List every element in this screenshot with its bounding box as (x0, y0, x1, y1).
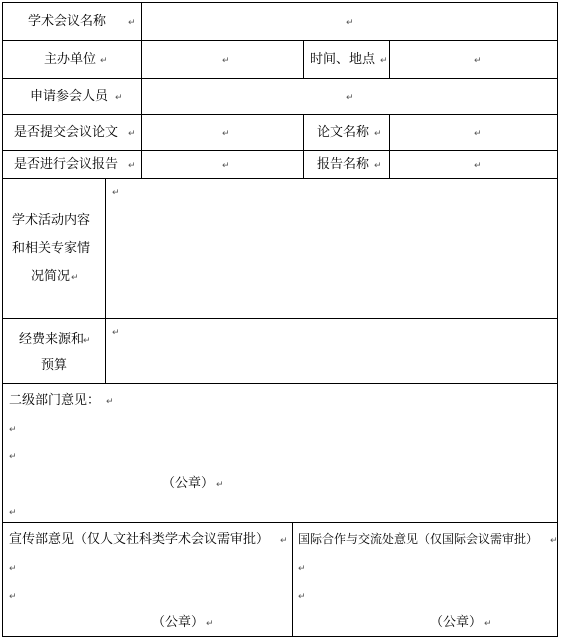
activity-label-line1: 学术活动内容 (12, 213, 91, 228)
report-title-field[interactable]: ↵ (474, 161, 482, 171)
paragraph-mark: ↵ (128, 129, 136, 139)
rule (105, 178, 106, 383)
organizer-label: 主办单位 (44, 52, 97, 67)
publicity-opinion-field[interactable]: ↵ (9, 564, 17, 574)
paper-title-label: 论文名称 (317, 125, 370, 140)
funding-label-line1: 经费来源和 (19, 332, 85, 347)
paragraph-mark: ↵ (374, 161, 382, 171)
activity-label-line3: 况简况 (31, 269, 71, 284)
intl-opinion-label: 国际合作与交流处意见（仅国际会议需审批） (298, 532, 539, 546)
rule (2, 150, 558, 151)
attendees-label: 申请参会人员 (30, 89, 109, 104)
paragraph-mark: ↵ (83, 336, 91, 346)
paragraph-mark: ↵ (298, 592, 306, 602)
paragraph-mark: ↵ (115, 93, 123, 103)
rule (292, 522, 293, 637)
intl-opinion-field[interactable]: ↵ (298, 564, 306, 574)
rule (2, 178, 558, 179)
paragraph-mark: ↵ (380, 56, 388, 66)
time-place-label: 时间、地点 (310, 52, 376, 67)
rule (303, 114, 304, 178)
submit-paper-label: 是否提交会议论文 (14, 125, 119, 140)
funding-field[interactable]: ↵ (112, 328, 120, 338)
rule (2, 522, 558, 523)
paper-title-field[interactable]: ↵ (474, 129, 482, 139)
paragraph-mark: ↵ (128, 18, 136, 28)
paragraph-mark: ↵ (280, 536, 288, 546)
paragraph-mark: ↵ (216, 480, 224, 490)
activity-label-line2: 和相关专家情 (12, 241, 91, 256)
paragraph-mark: ↵ (9, 508, 17, 518)
rule (2, 78, 558, 79)
dept-opinion-field[interactable]: ↵ (9, 425, 17, 435)
paragraph-mark: ↵ (128, 161, 136, 171)
submit-paper-field[interactable]: ↵ (222, 129, 230, 139)
meeting-name-label: 学术会议名称 (28, 14, 107, 29)
organizer-field[interactable]: ↵ (222, 56, 230, 66)
paragraph-mark: ↵ (100, 56, 108, 66)
report-field[interactable]: ↵ (222, 161, 230, 171)
rule (2, 2, 558, 3)
rule (141, 2, 142, 178)
rule (2, 383, 558, 384)
dept-seal-label: （公章） (162, 476, 215, 491)
dept-opinion-label: 二级部门意见： (9, 393, 101, 408)
paragraph-mark: ↵ (484, 619, 492, 629)
publicity-seal-label: （公章） (152, 615, 205, 630)
rule (2, 2, 3, 637)
attendees-field[interactable]: ↵ (346, 93, 354, 103)
paragraph-mark: ↵ (71, 273, 79, 283)
rule (2, 114, 558, 115)
paragraph-mark: ↵ (106, 397, 114, 407)
publicity-opinion-label: 宣传部意见（仅人文社科类学术会议需审批） (9, 532, 270, 547)
paragraph-mark: ↵ (550, 536, 558, 546)
funding-label-line2: 预算 (41, 358, 68, 373)
paragraph-mark: ↵ (206, 619, 214, 629)
rule (303, 40, 304, 78)
report-title-label: 报告名称 (317, 157, 370, 172)
rule (2, 40, 558, 41)
rule (2, 318, 558, 319)
activity-field[interactable]: ↵ (112, 188, 120, 198)
paragraph-mark: ↵ (9, 592, 17, 602)
rule (2, 636, 558, 637)
time-place-field[interactable]: ↵ (474, 56, 482, 66)
meeting-name-field[interactable]: ↵ (346, 18, 354, 28)
intl-seal-label: （公章） (430, 615, 483, 630)
paragraph-mark: ↵ (374, 129, 382, 139)
paragraph-mark: ↵ (9, 452, 17, 462)
rule (389, 40, 390, 78)
report-label: 是否进行会议报告 (14, 157, 119, 172)
rule (389, 114, 390, 178)
